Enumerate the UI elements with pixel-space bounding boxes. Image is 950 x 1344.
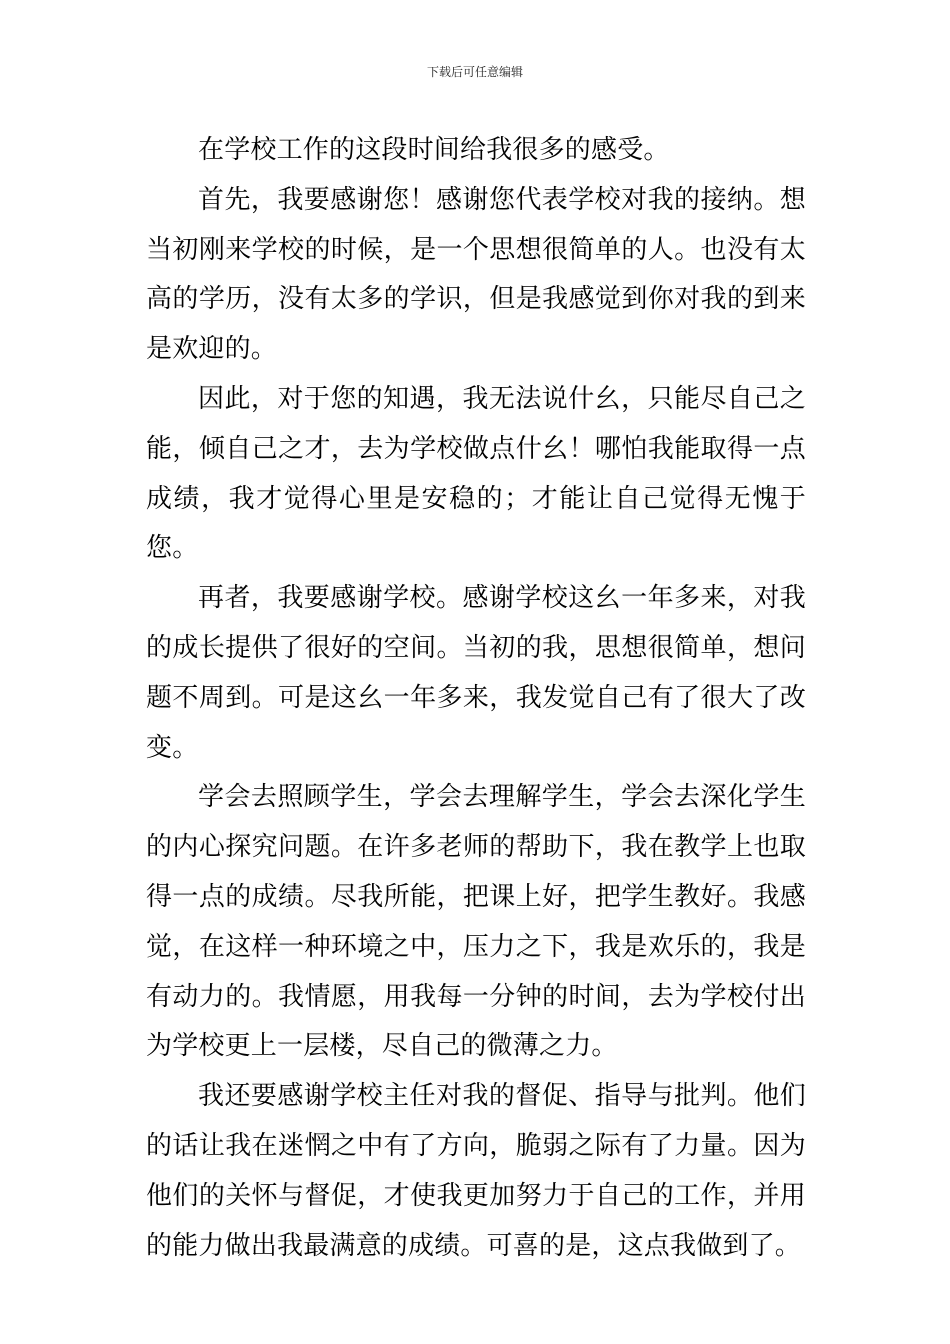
paragraph-2: 首先，我要感谢您！感谢您代表学校对我的接纳。想当初刚来学校的时候，是一个思想很简单的人。也没有太高的学历，没有太多的学识，但是我感觉到你对我的到来是欢迎的。 [146,184,806,365]
paragraph-6: 我还要感谢学校主任对我的督促、指导与批判。他们的话让我在迷惘之中有了方向，脆弱之际有了力量。因为他们的关怀与督促，才使我更加努力于自己的工作，并用的能力做出我最满意的成绩。可喜的是，这点我做到了。 [146,1081,806,1261]
document-body [146,126,806,1271]
page-header-note: 下载后可任意编辑 [426,65,523,79]
paragraph-1: 在学校工作的这段时间给我很多的感受。 [198,135,670,165]
paragraph-3: 因此，对于您的知遇，我无法说什幺，只能尽自己之能，倾自己之才，去为学校做点什幺！哪怕我能取得一点成绩，我才觉得心里是安稳的；才能让自己觉得无愧于您。 [146,383,806,564]
paragraph-5: 学会去照顾学生，学会去理解学生，学会去深化学生的内心探究问题。在许多老师的帮助下，我在教学上也取得一点的成绩。尽我所能，把课上好，把学生教好。我感觉，在这样一种环境之中，压力之下，我是欢乐的，我是有动力的。我情愿，用我每一分钟的时间，去为学校付出为学校更上一层楼，尽自己的微薄之力。 [146,782,806,1062]
paragraph-4: 再者，我要感谢学校。感谢学校这幺一年多来，对我的成长提供了很好的空间。当初的我，思想很简单，想问题不周到。可是这幺一年多来，我发觉自己有了很大了改变。 [146,583,806,763]
